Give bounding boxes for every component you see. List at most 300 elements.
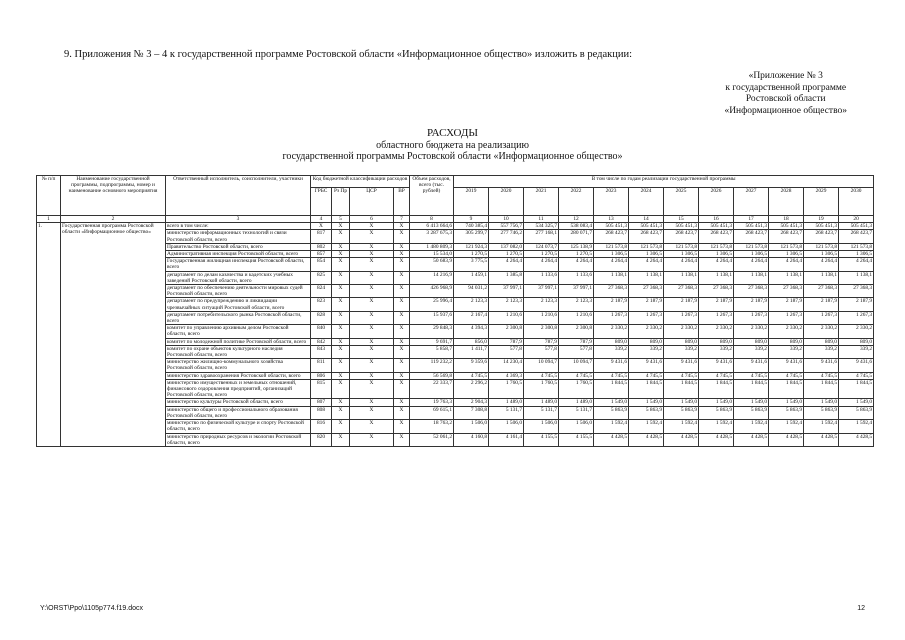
year-value: 1 306,5 <box>839 251 874 258</box>
year-value: 4 745,5 <box>734 372 769 379</box>
year-value: 1 267,3 <box>839 311 874 324</box>
column-number: 6 <box>350 216 394 223</box>
column-number: 10 <box>489 216 524 223</box>
year-value: 1 592,4 <box>664 420 699 433</box>
header-year: 2030 <box>839 188 874 216</box>
code-vr: X <box>394 298 410 311</box>
code-grbs: 857 <box>311 251 332 258</box>
year-value: 1 306,5 <box>734 251 769 258</box>
code-csr: X <box>350 345 394 358</box>
year-value: 7 308,8 <box>454 406 489 419</box>
year-value: 2 187,9 <box>839 298 874 311</box>
year-value: 4 264,4 <box>629 258 664 271</box>
year-value: 280 071,7 <box>559 230 594 243</box>
year-value: 4 264,4 <box>734 258 769 271</box>
header-year: 2024 <box>629 188 664 216</box>
code-vr: X <box>394 372 410 379</box>
code-rzpr: X <box>332 258 350 271</box>
responsible-executor: Правительство Ростовской области, всего <box>166 243 311 250</box>
header-year: 2021 <box>524 188 559 216</box>
year-value: 1 844,5 <box>664 379 699 399</box>
year-value: 5 863,9 <box>769 406 804 419</box>
year-value: 4 745,5 <box>524 372 559 379</box>
header-years-title: В том числе по годам реализации государственной программы <box>454 176 874 188</box>
year-value: 1 138,1 <box>699 271 734 284</box>
year-value: 1 549,0 <box>664 399 699 406</box>
year-value: 1 267,3 <box>664 311 699 324</box>
year-value: 1 133,6 <box>559 271 594 284</box>
appendix-header <box>724 71 847 117</box>
year-value: 1 592,4 <box>629 420 664 433</box>
year-value: 1 506,0 <box>454 420 489 433</box>
code-rzpr: X <box>332 372 350 379</box>
total-volume: 22 333,7 <box>410 379 454 399</box>
year-value: 4 428,5 <box>629 433 664 446</box>
column-number: 16 <box>699 216 734 223</box>
responsible-executor: департамент по обеспечению деятельности мировых судей Ростовской области, всего <box>166 285 311 298</box>
code-rzpr: X <box>332 420 350 433</box>
column-number: 12 <box>559 216 594 223</box>
year-value: 14 230,4 <box>489 359 524 372</box>
responsible-executor: Административная инспекция Ростовской области, всего <box>166 251 311 258</box>
year-value: 5 863,9 <box>699 406 734 419</box>
appendix-line: к государственной программе <box>725 82 847 93</box>
heading-subtitle: государственной программы Ростовской области «Информационное общество» <box>282 151 623 162</box>
responsible-executor: комитет по охране объектов культурного наследия Ростовской области, всего <box>166 345 311 358</box>
year-value: 1 592,4 <box>839 420 874 433</box>
year-value: 809,0 <box>734 338 769 345</box>
year-value: 2 296,2 <box>454 379 489 399</box>
year-value: 2 300,8 <box>489 325 524 338</box>
code-csr: X <box>350 243 394 250</box>
year-value: 1 592,4 <box>734 420 769 433</box>
year-value: 1 549,0 <box>804 399 839 406</box>
year-value: 2 187,9 <box>734 298 769 311</box>
year-value: 4 745,5 <box>559 372 594 379</box>
year-value: 2 330,2 <box>804 325 839 338</box>
year-value: 809,0 <box>629 338 664 345</box>
year-value: 1 489,0 <box>489 399 524 406</box>
code-grbs: 824 <box>311 285 332 298</box>
year-value: 4 155,5 <box>524 433 559 446</box>
year-value: 2 187,9 <box>594 298 629 311</box>
year-value: 3 775,5 <box>454 258 489 271</box>
year-value: 4 264,4 <box>804 258 839 271</box>
code-rzpr: X <box>332 406 350 419</box>
year-value: 740 385,4 <box>454 223 489 230</box>
column-number: 1 <box>37 216 61 223</box>
year-value: 2 187,9 <box>804 298 839 311</box>
year-value: 4 264,4 <box>524 258 559 271</box>
responsible-executor: департамент потребительского рынка Ростовской области, всего <box>166 311 311 324</box>
year-value: 9 431,6 <box>629 359 664 372</box>
code-rzpr: X <box>332 271 350 284</box>
year-value: 4 394,3 <box>454 325 489 338</box>
year-value: 9 431,6 <box>734 359 769 372</box>
header-year: 2025 <box>664 188 699 216</box>
column-number: 5 <box>332 216 350 223</box>
year-value: 125 138,9 <box>559 243 594 250</box>
year-value: 2 330,2 <box>769 325 804 338</box>
code-csr: X <box>350 338 394 345</box>
year-value: 1 549,0 <box>594 399 629 406</box>
year-value: 1 549,0 <box>629 399 664 406</box>
year-value: 4 264,4 <box>664 258 699 271</box>
appendix-line: «Приложение № 3 <box>748 71 823 81</box>
year-value: 1 210,6 <box>559 311 594 324</box>
column-number: 4 <box>311 216 332 223</box>
responsible-executor: министерство жилищно-коммунального хозяйства Ростовской области, всего <box>166 359 311 372</box>
total-volume: 50 683,9 <box>410 258 454 271</box>
total-volume: 9 691,7 <box>410 338 454 345</box>
program-name: Государственная программа Ростовской области «Информационное общество» <box>61 223 166 447</box>
year-value: 268 423,7 <box>804 230 839 243</box>
header-year: 2019 <box>454 188 489 216</box>
code-rzpr: X <box>332 325 350 338</box>
year-value: 1 489,0 <box>559 399 594 406</box>
year-value: 4 161,4 <box>489 433 524 446</box>
code-rzpr: X <box>332 399 350 406</box>
year-value: 1 411,7 <box>454 345 489 358</box>
year-value: 2 187,9 <box>664 298 699 311</box>
year-value: 4 745,5 <box>769 372 804 379</box>
header-year: 2022 <box>559 188 594 216</box>
year-value: 4 160,8 <box>454 433 489 446</box>
code-vr: X <box>394 359 410 372</box>
year-value: 277 746,2 <box>489 230 524 243</box>
year-value: 4 745,5 <box>664 372 699 379</box>
year-value: 27 368,3 <box>594 285 629 298</box>
total-volume: 15 937,6 <box>410 311 454 324</box>
year-value: 1 210,6 <box>524 311 559 324</box>
year-value: 1 760,5 <box>489 379 524 399</box>
code-csr: X <box>350 325 394 338</box>
code-grbs: 811 <box>311 359 332 372</box>
year-value: 4 428,5 <box>734 433 769 446</box>
header-name: Наименование государственной программы, подпрограммы, номер и наименование основного мероприятия <box>61 176 166 216</box>
year-value: 1 760,5 <box>559 379 594 399</box>
appendix-line: Ростовской области <box>745 94 826 104</box>
year-value: 4 428,5 <box>804 433 839 446</box>
year-value: 2 300,8 <box>559 325 594 338</box>
code-grbs: 823 <box>311 298 332 311</box>
year-value: 1 459,1 <box>454 271 489 284</box>
year-value: 339,2 <box>839 345 874 358</box>
year-value: 1 592,4 <box>594 420 629 433</box>
responsible-executor: комитет по молодежной политике Ростовской области, всего <box>166 338 311 345</box>
column-number: 2 <box>61 216 166 223</box>
code-rzpr: X <box>332 359 350 372</box>
year-value: 1 506,0 <box>489 420 524 433</box>
year-value: 505 451,3 <box>664 223 699 230</box>
year-value: 505 451,3 <box>594 223 629 230</box>
year-value: 1 138,1 <box>769 271 804 284</box>
year-value: 577,8 <box>489 345 524 358</box>
responsible-executor: министерство здравоохранения Ростовской области, всего <box>166 372 311 379</box>
year-value: 809,0 <box>664 338 699 345</box>
year-value: 121 573,8 <box>594 243 629 250</box>
year-value: 5 863,9 <box>594 406 629 419</box>
year-value: 5 131,7 <box>489 406 524 419</box>
total-volume: 6 413 664,6 <box>410 223 454 230</box>
year-value: 2 330,2 <box>699 325 734 338</box>
year-value: 4 264,4 <box>699 258 734 271</box>
code-vr: X <box>394 285 410 298</box>
code-vr: X <box>394 311 410 324</box>
year-value: 121 573,8 <box>804 243 839 250</box>
year-value: 121 573,8 <box>664 243 699 250</box>
year-value: 9 431,6 <box>594 359 629 372</box>
responsible-executor: министерство информационных технологий и связи Ростовской области, всего <box>166 230 311 243</box>
code-rzpr: X <box>332 345 350 358</box>
year-value: 121 573,8 <box>734 243 769 250</box>
total-volume: 69 615,1 <box>410 406 454 419</box>
year-value: 1 138,1 <box>839 271 874 284</box>
year-value: 1 138,1 <box>629 271 664 284</box>
responsible-executor: министерство природных ресурсов и экологии Ростовской области, всего <box>166 433 311 446</box>
year-value: 1 760,5 <box>524 379 559 399</box>
header-vr: ВР <box>394 188 410 216</box>
intro-paragraph: 9. Приложения № 3 – 4 к государственной программе Ростовской области «Информационное общество» изложить в редакции: <box>64 49 632 60</box>
year-value: 4 745,5 <box>699 372 734 379</box>
header-grbs: ГРБС <box>311 188 332 216</box>
year-value: 9 431,6 <box>769 359 804 372</box>
total-volume: 14 216,9 <box>410 271 454 284</box>
header-volume: Объем расходов, всего (тыс. рублей) <box>410 176 454 216</box>
year-value: 5 863,9 <box>839 406 874 419</box>
code-grbs: 808 <box>311 406 332 419</box>
year-value: 1 138,1 <box>594 271 629 284</box>
year-value: 1 270,5 <box>559 251 594 258</box>
year-value: 1 270,5 <box>524 251 559 258</box>
code-rzpr: X <box>332 298 350 311</box>
year-value: 2 300,8 <box>524 325 559 338</box>
year-value: 1 592,4 <box>769 420 804 433</box>
year-value: 1 210,6 <box>489 311 524 324</box>
year-value: 2 904,3 <box>454 399 489 406</box>
year-value: 37 997,1 <box>524 285 559 298</box>
year-value: 2 123,3 <box>524 298 559 311</box>
header-year: 2027 <box>734 188 769 216</box>
total-volume: 426 968,9 <box>410 285 454 298</box>
year-value: 121 573,8 <box>699 243 734 250</box>
year-value: 1 506,0 <box>559 420 594 433</box>
year-value: 2 330,2 <box>594 325 629 338</box>
year-value: 809,0 <box>839 338 874 345</box>
column-number: 3 <box>166 216 311 223</box>
year-value: 268 423,7 <box>769 230 804 243</box>
year-value: 94 031,2 <box>454 285 489 298</box>
code-csr: X <box>350 372 394 379</box>
year-value: 27 368,3 <box>629 285 664 298</box>
year-value: 339,2 <box>699 345 734 358</box>
code-csr: X <box>350 298 394 311</box>
code-rzpr: X <box>332 433 350 446</box>
year-value: 4 428,5 <box>664 433 699 446</box>
year-value: 27 368,3 <box>839 285 874 298</box>
year-value: 268 423,7 <box>699 230 734 243</box>
code-vr: X <box>394 271 410 284</box>
year-value: 339,2 <box>629 345 664 358</box>
code-vr: X <box>394 420 410 433</box>
year-value: 4 264,4 <box>559 258 594 271</box>
column-number: 9 <box>454 216 489 223</box>
code-grbs: 807 <box>311 399 332 406</box>
code-csr: X <box>350 406 394 419</box>
responsible-executor: комитет по управлению архивным делом Ростовской области, всего <box>166 325 311 338</box>
column-number: 11 <box>524 216 559 223</box>
code-rzpr: X <box>332 379 350 399</box>
year-value: 1 138,1 <box>804 271 839 284</box>
year-value: 2 123,3 <box>454 298 489 311</box>
code-csr: X <box>350 359 394 372</box>
year-value: 268 423,7 <box>664 230 699 243</box>
year-value: 4 264,4 <box>839 258 874 271</box>
header-year: 2023 <box>594 188 629 216</box>
column-number: 15 <box>664 216 699 223</box>
code-grbs: 816 <box>311 420 332 433</box>
header-rzpr: Рз Пр <box>332 188 350 216</box>
header-year: 2028 <box>769 188 804 216</box>
code-grbs: 815 <box>311 379 332 399</box>
code-rzpr: X <box>332 311 350 324</box>
total-volume: 19 763,3 <box>410 399 454 406</box>
code-vr: X <box>394 251 410 258</box>
code-vr: X <box>394 338 410 345</box>
code-csr: X <box>350 311 394 324</box>
year-value: 277 168,1 <box>524 230 559 243</box>
code-grbs: 840 <box>311 325 332 338</box>
year-value: 2 330,2 <box>734 325 769 338</box>
year-value: 10 094,7 <box>559 359 594 372</box>
code-grbs: 854 <box>311 258 332 271</box>
code-vr: X <box>394 345 410 358</box>
year-value: 1 306,5 <box>664 251 699 258</box>
year-value: 1 267,3 <box>734 311 769 324</box>
year-value: 339,2 <box>734 345 769 358</box>
code-vr: X <box>394 243 410 250</box>
code-grbs: 806 <box>311 372 332 379</box>
code-grbs: X <box>311 223 332 230</box>
header-year: 2029 <box>804 188 839 216</box>
column-number: 17 <box>734 216 769 223</box>
year-value: 1 592,4 <box>699 420 734 433</box>
column-number: 20 <box>839 216 874 223</box>
total-volume: 1 480 809,3 <box>410 243 454 250</box>
year-value: 27 368,3 <box>664 285 699 298</box>
code-rzpr: X <box>332 243 350 250</box>
code-rzpr: X <box>332 230 350 243</box>
year-value: 4 428,5 <box>839 433 874 446</box>
column-number: 7 <box>394 216 410 223</box>
year-value: 121 573,8 <box>839 243 874 250</box>
year-value: 1 844,5 <box>699 379 734 399</box>
year-value: 2 187,9 <box>699 298 734 311</box>
year-value: 4 428,5 <box>699 433 734 446</box>
column-numbers-row <box>37 216 874 223</box>
appendix-line: «Информационное общество» <box>724 105 847 116</box>
year-value: 1 489,0 <box>524 399 559 406</box>
total-volume: 25 996,4 <box>410 298 454 311</box>
document-heading <box>0 128 905 163</box>
year-value: 4 264,4 <box>769 258 804 271</box>
header-year: 2020 <box>489 188 524 216</box>
year-value: 2 187,9 <box>629 298 664 311</box>
code-rzpr: X <box>332 338 350 345</box>
year-value: 4 264,4 <box>489 258 524 271</box>
responsible-executor: Государственная жилищная инспекция Ростовской области, всего <box>166 258 311 271</box>
year-value: 1 267,3 <box>594 311 629 324</box>
code-csr: X <box>350 433 394 446</box>
year-value: 1 844,5 <box>769 379 804 399</box>
year-value: 2 123,3 <box>559 298 594 311</box>
year-value: 1 306,5 <box>699 251 734 258</box>
year-value: 1 306,5 <box>769 251 804 258</box>
year-value: 37 997,1 <box>489 285 524 298</box>
year-value: 5 863,9 <box>734 406 769 419</box>
heading-subtitle: областного бюджета на реализацию <box>376 139 529 151</box>
code-csr: X <box>350 379 394 399</box>
year-value: 1 549,0 <box>769 399 804 406</box>
total-volume: 3 287 675,3 <box>410 230 454 243</box>
year-value: 577,8 <box>524 345 559 358</box>
year-value: 9 431,6 <box>839 359 874 372</box>
year-value: 1 267,3 <box>629 311 664 324</box>
year-value: 505 451,3 <box>839 223 874 230</box>
year-value: 1 844,5 <box>594 379 629 399</box>
year-value: 1 138,1 <box>664 271 699 284</box>
year-value: 268 423,7 <box>629 230 664 243</box>
file-path: Y:\ORST\Ppo\1105p774.f19.docx <box>40 605 143 612</box>
code-grbs: 825 <box>311 271 332 284</box>
year-value: 1 549,0 <box>699 399 734 406</box>
year-value: 2 330,2 <box>664 325 699 338</box>
year-value: 1 306,5 <box>629 251 664 258</box>
year-value: 1 270,5 <box>454 251 489 258</box>
code-csr: X <box>350 285 394 298</box>
code-grbs: 802 <box>311 243 332 250</box>
year-value: 1 844,5 <box>629 379 664 399</box>
total-volume: 56 569,8 <box>410 372 454 379</box>
year-value: 505 451,3 <box>629 223 664 230</box>
year-value: 305 299,7 <box>454 230 489 243</box>
year-value: 538 083,4 <box>559 223 594 230</box>
code-vr: X <box>394 433 410 446</box>
year-value: 505 451,3 <box>804 223 839 230</box>
year-value: 4 745,5 <box>839 372 874 379</box>
year-value: 1 267,3 <box>804 311 839 324</box>
year-value: 27 368,3 <box>699 285 734 298</box>
responsible-executor: департамент по делам казачества и кадетских учебных заведений Ростовской области, всего <box>166 271 311 284</box>
year-value: 505 451,3 <box>734 223 769 230</box>
column-number: 8 <box>410 216 454 223</box>
year-value: 1 549,0 <box>734 399 769 406</box>
total-volume: 52 061,2 <box>410 433 454 446</box>
year-value: 1 270,5 <box>489 251 524 258</box>
year-value: 1 592,4 <box>804 420 839 433</box>
heading-title: РАСХОДЫ <box>426 127 479 139</box>
total-volume: 15 534,0 <box>410 251 454 258</box>
year-value: 1 133,6 <box>524 271 559 284</box>
year-value: 856,0 <box>454 338 489 345</box>
total-volume: 5 858,7 <box>410 345 454 358</box>
page-number: 12 <box>857 605 865 612</box>
code-grbs: 817 <box>311 230 332 243</box>
column-number: 14 <box>629 216 664 223</box>
total-volume: 119 232,2 <box>410 359 454 372</box>
year-value: 268 423,7 <box>734 230 769 243</box>
year-value: 339,2 <box>804 345 839 358</box>
